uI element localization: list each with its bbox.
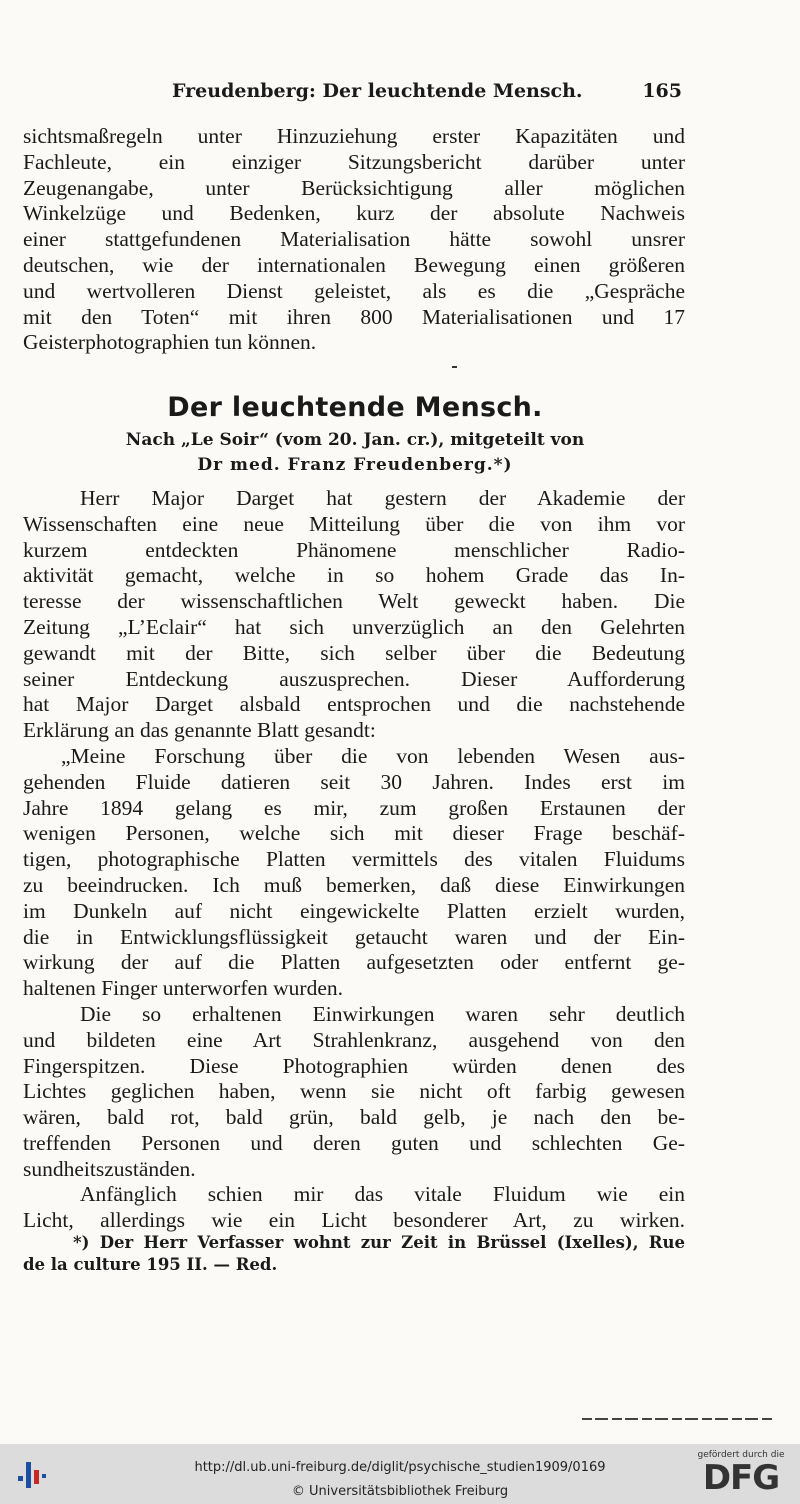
- subheading-line-1: Nach „Le Soir“ (vom 20. Jan. cr.), mitgeteilt von: [125, 430, 585, 450]
- text-line: wenigen Personen, welche sich mit dieser Frage beschäf-: [23, 821, 685, 846]
- text-line: aktivität gemacht, welche in so hohem Grade das In-: [23, 563, 685, 588]
- text-line: Jahre 1894 gelang es mir, zum großen Erstaunen der: [23, 795, 685, 820]
- text-line: die in Entwicklungsflüssigkeit getaucht waren und der Ein-: [23, 924, 685, 949]
- text-line: Zeitung „L’Eclair“ hat sich unverzüglich an den Gelehrten: [23, 614, 685, 639]
- text-line: Licht, allerdings wie ein Licht besonderer Art, zu wirken.: [23, 1207, 685, 1232]
- paragraph-4: [23, 1002, 685, 1183]
- text-line: kurzem entdeckten Phänomene menschlicher Radio-: [23, 537, 685, 562]
- text-line: im Dunkeln auf nicht eingewickelte Platten erzielt wurden,: [23, 898, 685, 923]
- text-line: sichtsmaßregeln unter Hinzuziehung erster Kapazitäten und: [23, 124, 685, 148]
- scan-marks: [582, 1418, 772, 1420]
- text-line: gehenden Fluide datieren seit 30 Jahren. Indes erst im: [23, 769, 685, 794]
- text-line: wirkung der auf die Platten aufgesetzten oder entfernt ge-: [23, 950, 685, 975]
- text-line: „Meine Forschung über die von lebenden Wesen aus-: [61, 744, 685, 768]
- text-line: hat Major Darget alsbald entsprochen und die nachstehende: [23, 692, 685, 717]
- running-head-title: Freudenberg: Der leuchtende Mensch.: [172, 80, 583, 102]
- text-line: Zeugenangabe, unter Berücksichtigung aller möglichen: [23, 175, 685, 200]
- text-line: Fachleute, ein einziger Sitzungsbericht darüber unter: [23, 149, 685, 174]
- text-line: Geisterphotographien tun können.: [23, 330, 317, 355]
- text-line: und bildeten eine Art Strahlenkranz, ausgehend von den: [23, 1027, 685, 1052]
- paragraph-2: [23, 486, 685, 744]
- paragraph-5: [23, 1182, 685, 1234]
- article-heading: Der leuchtende Mensch.: [167, 392, 543, 423]
- dfg-logo: [694, 1450, 788, 1500]
- text-line: gewandt mit der Bitte, sich selber über die Bedeutung: [23, 640, 685, 665]
- text-line: mit den Toten“ mit ihren 800 Materialisationen und 17: [23, 304, 685, 329]
- text-line: deutschen, wie der internationalen Bewegung einen größeren: [23, 252, 685, 277]
- viewer-footer: [0, 1444, 800, 1504]
- text-line: Erklärung an das genannte Blatt gesandt:: [23, 718, 376, 743]
- separator-dash: [452, 366, 457, 368]
- text-line: treffenden Personen und deren guten und schlechten Ge-: [23, 1130, 685, 1155]
- text-line: Herr Major Darget hat gestern der Akademie der: [80, 486, 685, 510]
- footnote: [23, 1232, 685, 1276]
- text-line: wären, bald rot, bald grün, bald gelb, je nach den be-: [23, 1105, 685, 1130]
- subheading-line-2: Dr med. Franz Freudenberg.*): [197, 455, 513, 475]
- text-line: zu beeindrucken. Ich muß bemerken, daß diese Einwirkungen: [23, 872, 685, 897]
- text-line: tigen, photographische Platten vermittels des vitalen Fluidums: [23, 847, 685, 872]
- text-line: Anfänglich schien mir das vitale Fluidum wie ein: [80, 1182, 685, 1206]
- text-line: haltenen Finger unterworfen wurden.: [23, 976, 344, 1001]
- dfg-funded-label: gefördert durch die: [697, 1450, 785, 1460]
- text-line: teresse der wissenschaftlichen Welt geweckt haben. Die: [23, 589, 685, 614]
- text-line: Lichtes geglichen haben, wenn sie nicht oft farbig gewesen: [23, 1079, 685, 1104]
- text-line: und wertvolleren Dienst geleistet, als es die „Gespräche: [23, 278, 685, 303]
- paragraph-3: [23, 744, 685, 1002]
- document-url[interactable]: http://dl.ub.uni-freiburg.de/diglit/psychische_studien1909/0169: [194, 1460, 606, 1475]
- paragraph-1: [23, 124, 685, 356]
- text-line: Wissenschaften eine neue Mitteilung über die von ihm vor: [23, 511, 685, 536]
- dfg-logo-text: DFG: [702, 1458, 780, 1498]
- text-line: seiner Entdeckung auszusprechen. Dieser Aufforderung: [23, 666, 685, 691]
- text-line: einer stattgefundenen Materialisation hätte sowohl unsrer: [23, 227, 685, 252]
- footnote-line: de la culture 195 II. — Red.: [23, 1255, 278, 1274]
- text-line: sundheitszuständen.: [23, 1156, 196, 1181]
- copyright-notice: © Universitätsbibliothek Freiburg: [291, 1484, 509, 1499]
- text-line: Fingerspitzen. Diese Photographien würden denen des: [23, 1053, 685, 1078]
- text-line: Winkelzüge und Bedenken, kurz der absolute Nachweis: [23, 201, 685, 226]
- footnote-line: *) Der Herr Verfasser wohnt zur Zeit in Brüssel (Ixelles), Rue: [73, 1233, 685, 1252]
- page-number: 165: [642, 80, 682, 102]
- text-line: Die so erhaltenen Einwirkungen waren sehr deutlich: [80, 1002, 685, 1026]
- running-head: [0, 80, 800, 108]
